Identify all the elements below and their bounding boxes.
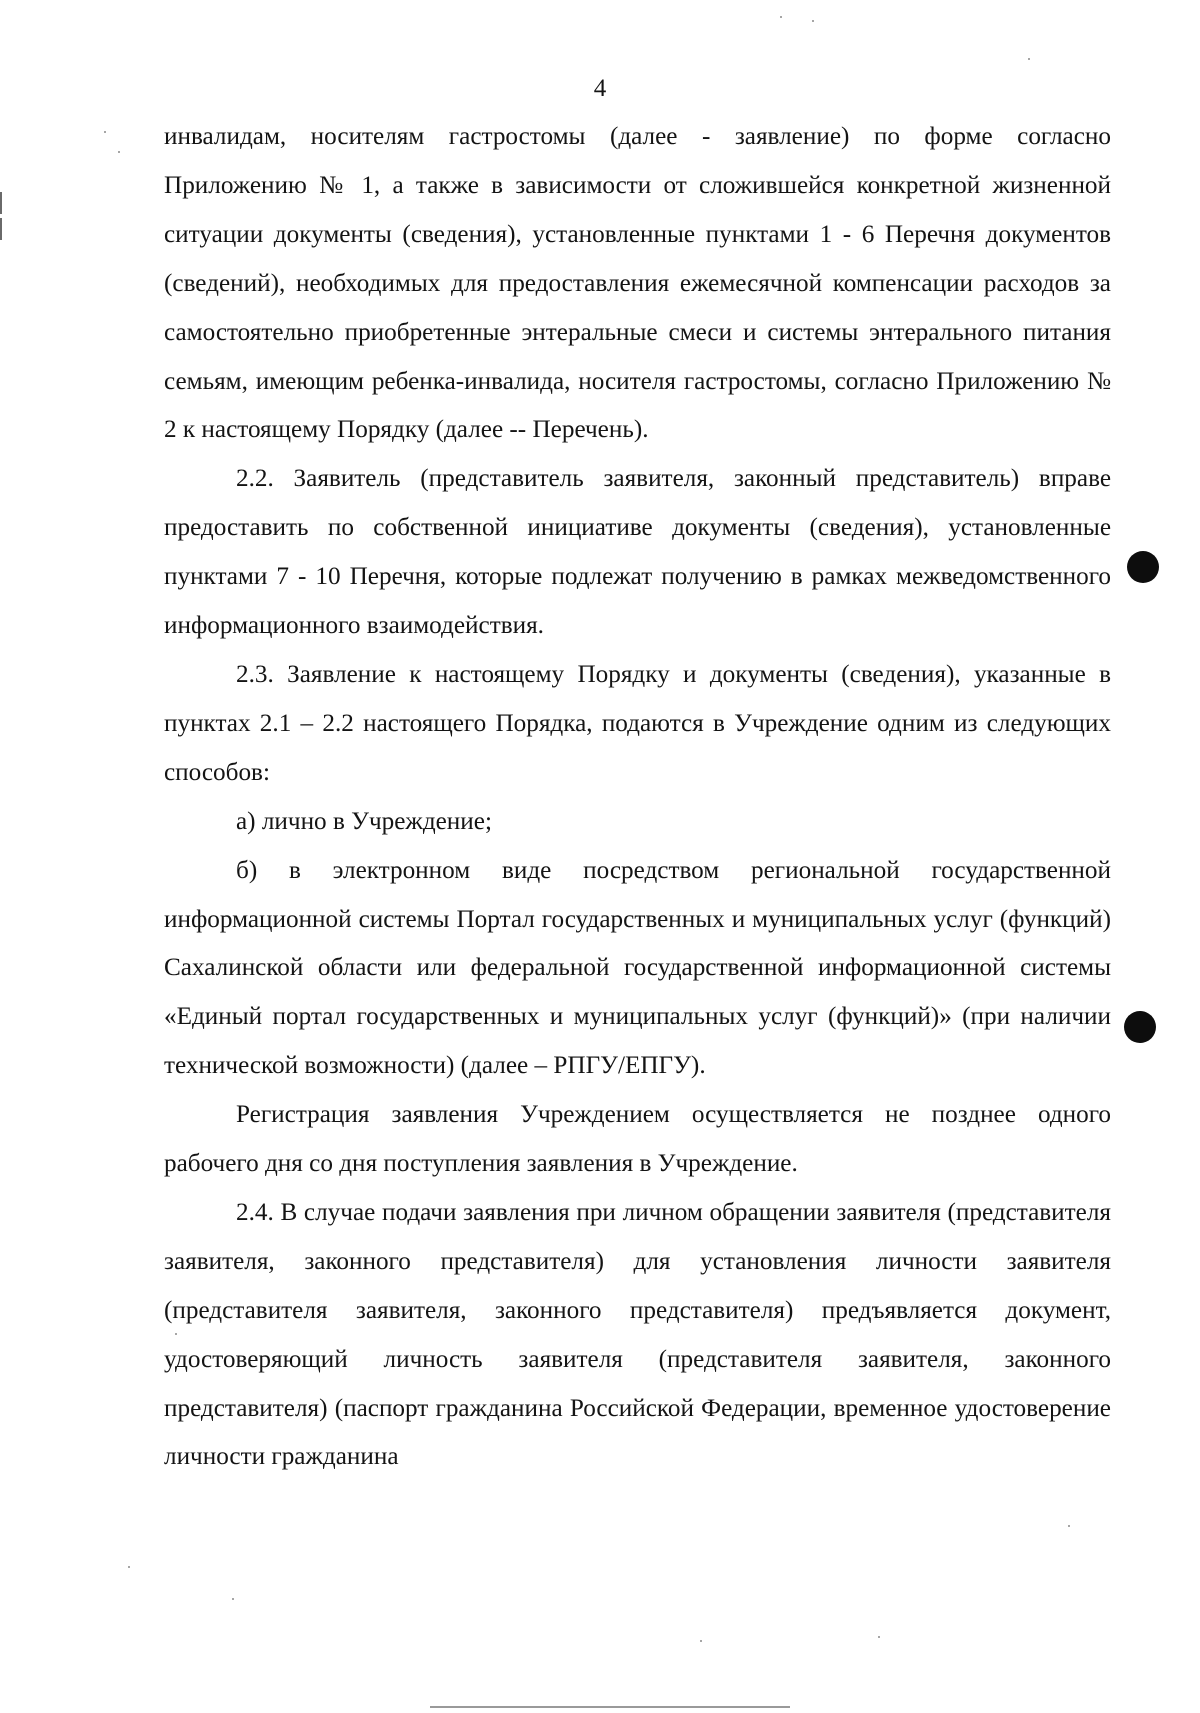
punch-hole-mark [1127, 551, 1159, 583]
list-item-a: а) лично в Учреждение; [236, 807, 492, 835]
punch-hole-mark [1124, 1011, 1156, 1043]
scan-edge-mark [0, 218, 2, 240]
paragraph-2-2: 2.2. Заявитель (представитель заявителя, законный представитель) вправе предоставить по собственной инициативе документы (сведения), установленные пунктами 7 - 10 Перечня, которые подлежат получению в рамках межведомственного информационного взаимодействия. [164, 465, 1111, 640]
scan-speck [232, 1598, 234, 1600]
paragraph-continuation: инвалидам, носителям гастростомы (далее - заявление) по форме согласно Приложению № 1, а также в зависимости от сложившейся конкретной жизненной ситуации документы (сведения), установленные пунктами 1 - 6 Перечня документов (сведений), необходимых для предоставления ежемесячной компенсации расходов за самостоятельно приобретенные энтеральные смеси и системы энтерального питания семьям, имеющим ребенка-инвалида, носителя гастростомы, согласно Приложению № 2 к настоящему Порядку (далее -- Перечень). [164, 123, 1111, 444]
paragraph-2-3: 2.3. Заявление к настоящему Порядку и документы (сведения), указанные в пунктах 2.1 – 2.2 настоящего Порядка, подаются в Учреждение одним из следующих способов: [164, 660, 1111, 786]
scan-speck [104, 131, 106, 133]
paragraph-registration: Регистрация заявления Учреждением осуществляется не позднее одного рабочего дня со дня поступления заявления в Учреждение. [164, 1101, 1111, 1178]
scan-speck [878, 1636, 880, 1638]
body-text [164, 113, 1111, 1482]
scan-speck [812, 20, 814, 22]
scan-speck [1068, 1525, 1070, 1527]
scan-speck [175, 1333, 177, 1335]
page-number: 4 [593, 75, 607, 102]
scan-speck [700, 1640, 702, 1642]
scan-speck [118, 151, 120, 153]
scan-speck [1028, 58, 1030, 60]
list-item-b: б) в электронном виде посредством региональной государственной информационной системы Портал государственных и муниципальных услуг (функций) Сахалинской области или федеральной государственной информационной системы «Единый портал государственных и муниципальных услуг (функций)» (при наличии технической возможности) (далее – РПГУ/ЕПГУ). [164, 856, 1111, 1080]
scan-edge-line [430, 1706, 790, 1708]
paragraph-2-4: 2.4. В случае подачи заявления при личном обращении заявителя (представителя заявителя, законного представителя) для установления личности заявителя (представителя заявителя, законного представителя) предъявляется документ, удостоверяющий личность заявителя (представителя заявителя, законного представителя) (паспорт гражданина Российской Федерации, временное удостоверение личности гражданина [164, 1198, 1111, 1471]
scan-speck [128, 1566, 130, 1568]
scan-edge-mark [0, 192, 2, 214]
scan-speck [780, 16, 782, 18]
